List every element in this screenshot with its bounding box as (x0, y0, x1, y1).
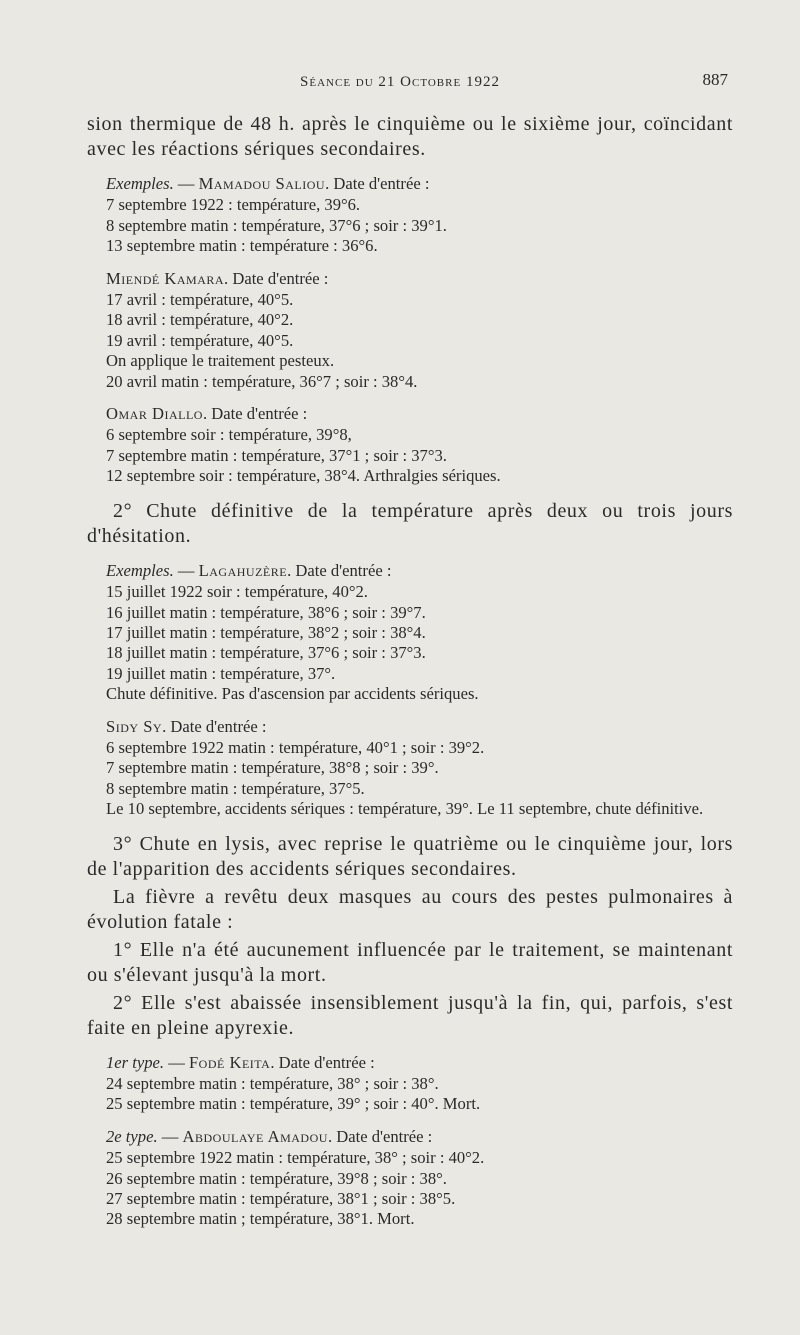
example-mamadou-saliou (87, 174, 733, 257)
page-header (0, 70, 800, 100)
example-fode-keita (87, 1053, 733, 1115)
example-label: 1er type. (106, 1052, 165, 1072)
record-line: 15 juillet 1922 soir : température, 40°2. (106, 582, 368, 602)
patient-name: Abdoulaye Amadou (182, 1126, 328, 1146)
paragraph-4: La fièvre a revêtu deux masques au cours des pestes pulmonaires à évolution fatale : (87, 885, 733, 933)
patient-name: Lagahuzère (198, 560, 288, 580)
example-header (106, 717, 733, 737)
patient-name: Omar Diallo (106, 404, 203, 424)
record-line: 25 septembre matin : température, 39° ; soir : 40°. Mort. (106, 1094, 481, 1114)
page-body (87, 112, 733, 1242)
entry-date-label: . Date d'entrée : (162, 716, 267, 736)
example-header (106, 404, 733, 424)
patient-name: Miendé Kamara (106, 268, 225, 288)
dash: — (157, 1126, 183, 1146)
patient-name: Fodé Keita (188, 1052, 271, 1072)
record-line: 13 septembre matin : température : 36°6. (106, 236, 378, 256)
example-sidy-sy (87, 717, 733, 820)
record-line: 19 juillet matin : température, 37°. (106, 663, 336, 683)
entry-date-label: . Date d'entrée : (270, 1052, 375, 1072)
record-line: 6 septembre 1922 matin : température, 40°1 ; soir : 39°2. (106, 737, 485, 757)
example-lagahuzere (87, 561, 733, 705)
paragraph-5: 1° Elle n'a été aucunement influencée par le traitement, se maintenant ou s'élevant jusqu'à la mort. (87, 938, 733, 986)
record-line: 7 septembre matin : température, 37°1 ; soir : 37°3. (106, 445, 447, 465)
paragraph-2: 2° Chute définitive de la température après deux ou trois jours d'hésitation. (87, 499, 733, 547)
entry-date-label: . Date d'entrée : (224, 268, 329, 288)
record-line: 17 avril : température, 40°5. (106, 290, 294, 310)
patient-name: Sidy Sy (106, 716, 163, 736)
running-title: Séance du 21 Octobre 1922 (300, 74, 500, 90)
record-line: 18 juillet matin : température, 37°6 ; soir : 37°3. (106, 643, 426, 663)
example-label: Exemples. (106, 560, 174, 580)
entry-date-label: . Date d'entrée : (327, 1126, 433, 1146)
record-line: 12 septembre soir : température, 38°4. Arthralgies sériques. (106, 466, 501, 486)
entry-date-label: . Date d'entrée : (325, 174, 430, 193)
record-line: 8 septembre matin : température, 37°5. (106, 778, 365, 798)
paragraph-6: 2° Elle s'est abaissée insensiblement jusqu'à la fin, qui, parfois, s'est faite en pleine apyrexie. (87, 991, 733, 1039)
example-label: Exemples. (106, 174, 174, 193)
example-omar-diallo (87, 404, 733, 487)
example-label: 2e type. (106, 1126, 158, 1146)
record-line: Chute définitive. Pas d'ascension par accidents sériques. (106, 684, 479, 704)
entry-date-label: . Date d'entrée : (202, 404, 308, 424)
example-header (106, 1127, 733, 1147)
record-line: 25 septembre 1922 matin : température, 38° ; soir : 40°2. (106, 1148, 485, 1168)
patient-name: Mamadou Saliou (198, 174, 326, 193)
paragraph-3: 3° Chute en lysis, avec reprise le quatrième ou le cinquième jour, lors de l'apparition des accidents sériques secondaires. (87, 832, 733, 880)
example-abdoulaye-amadou (87, 1127, 733, 1230)
example-miende-kamara (87, 269, 733, 392)
record-line: 27 septembre matin : température, 38°1 ; soir : 38°5. (106, 1189, 456, 1208)
dash: — (173, 174, 199, 193)
entry-date-label: . Date d'entrée : (287, 560, 392, 580)
record-line: 16 juillet matin : température, 38°6 ; soir : 39°7. (106, 602, 426, 622)
paragraph-1: sion thermique de 48 h. après le cinquième ou le sixième jour, coïncidant avec les réactions sériques secondaires. (87, 113, 733, 160)
example-header (106, 1053, 733, 1073)
record-line: 26 septembre matin : température, 39°8 ; soir : 38°. (106, 1168, 447, 1188)
record-line: 8 septembre matin : température, 37°6 ; soir : 39°1. (106, 215, 447, 235)
record-line: 24 septembre matin : température, 38° ; soir : 38°. (106, 1073, 439, 1093)
dash: — (164, 1052, 189, 1072)
record-line: 7 septembre 1922 : température, 39°6. (106, 195, 361, 215)
record-line: 18 avril : température, 40°2. (106, 310, 294, 330)
record-line: On applique le traitement pesteux. (106, 351, 335, 371)
record-line: 20 avril matin : température, 36°7 ; soir : 38°4. (106, 371, 418, 391)
page-number: 887 (702, 70, 728, 89)
record-line: 6 septembre soir : température, 39°8, (106, 425, 352, 445)
record-line: 7 septembre matin : température, 38°8 ; soir : 39°. (106, 758, 439, 778)
example-header (106, 561, 733, 581)
record-line: Le 10 septembre, accidents sériques : température, 39°. Le 11 septembre, chute définitive. (106, 799, 704, 819)
record-line: 19 avril : température, 40°5. (106, 330, 294, 350)
record-line: 28 septembre matin ; température, 38°1. Mort. (106, 1209, 415, 1229)
example-header (106, 174, 733, 194)
example-header (106, 269, 733, 289)
dash: — (173, 560, 199, 580)
record-line: 17 juillet matin : température, 38°2 ; soir : 38°4. (106, 622, 426, 642)
